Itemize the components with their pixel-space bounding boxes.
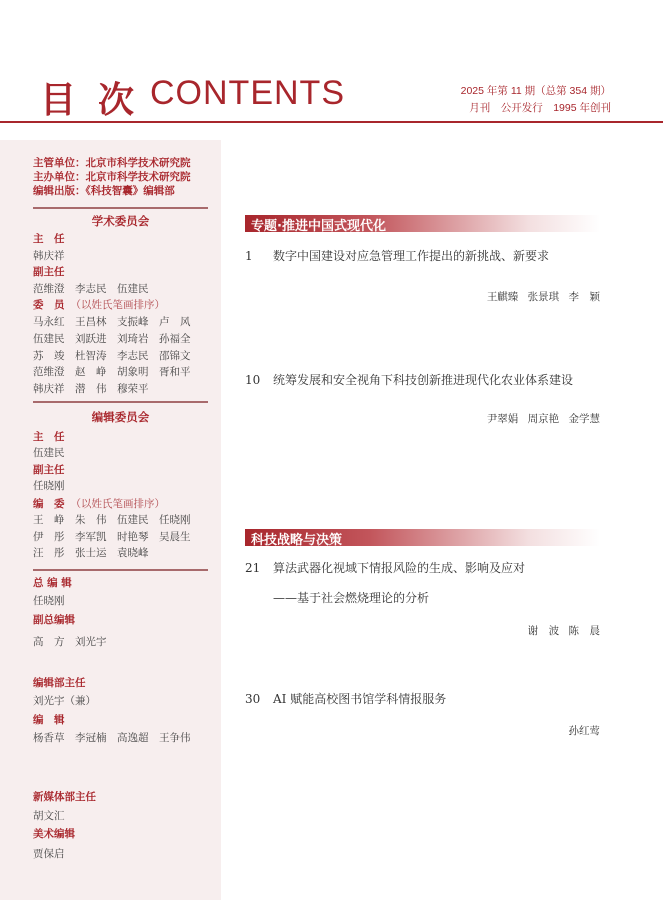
- person-name: 韩庆祥: [33, 250, 65, 262]
- member-row: [33, 350, 201, 363]
- editorial-deputy-names: [33, 480, 75, 493]
- staff-role-label: 美术编辑: [33, 828, 75, 840]
- person-name: 范维澄: [33, 366, 65, 378]
- staff-role-label: 编 辑: [33, 714, 65, 726]
- person-name: 高 方: [33, 636, 65, 648]
- editorial-director-label: 主 任: [33, 431, 65, 443]
- publisher-editor: 编辑出版：《科技智囊》编辑部: [33, 185, 175, 197]
- page-number: 1: [245, 249, 253, 263]
- staff-names: [33, 695, 96, 708]
- person-name: 潜 伟: [75, 383, 107, 395]
- person-name: 赵 峥: [75, 366, 107, 378]
- academic-director-names: [33, 250, 75, 263]
- person-name: 刘光宇（兼）: [33, 695, 96, 707]
- article-entry[interactable]: [245, 690, 446, 707]
- person-name: 袁晓峰: [117, 547, 149, 559]
- person-name: 李志民: [117, 350, 149, 362]
- person-name: 穆荣平: [117, 383, 149, 395]
- divider: [33, 569, 208, 571]
- staff-names: [33, 810, 75, 823]
- article-entry[interactable]: [245, 247, 549, 264]
- person-name: 杜智涛: [75, 350, 107, 362]
- person-name: 刘光宇: [75, 636, 107, 648]
- person-name: 吴晨生: [159, 531, 191, 543]
- academic-committee-title: 学术委员会: [91, 214, 150, 228]
- article-authors: 孙红莺: [568, 725, 600, 737]
- person-name: 贾保启: [33, 848, 65, 860]
- person-name: 邵锦文: [159, 350, 191, 362]
- person-name: 朱 伟: [75, 514, 107, 526]
- person-name: 韩庆祥: [33, 383, 65, 395]
- person-name: 伊 彤: [33, 531, 65, 543]
- article-entry[interactable]: [245, 371, 573, 388]
- academic-director-label: 主 任: [33, 233, 65, 245]
- person-name: 伍建民: [117, 283, 149, 295]
- article-entry[interactable]: [245, 559, 525, 576]
- person-name: 任晓刚: [33, 480, 65, 492]
- article-title[interactable]: AI 赋能高校图书馆学科情报服务: [273, 692, 447, 706]
- article-authors: 尹翠娟 周京艳 金学慧: [486, 413, 600, 425]
- publication-info: 月刊 公开发行 1995 年创刊: [469, 102, 611, 114]
- article-title[interactable]: 算法武器化视域下情报风险的生成、影响及应对: [273, 561, 526, 575]
- staff-names: [33, 595, 75, 608]
- person-name: 李军凯: [75, 531, 107, 543]
- person-name: 马永红: [33, 316, 65, 328]
- member-row: [33, 531, 201, 544]
- issue-number: 2025 年第 11 期（总第 354 期）: [460, 85, 611, 97]
- staff-names: [33, 848, 75, 861]
- article-authors: 谢 波 陈 晨: [527, 625, 600, 637]
- divider: [33, 401, 208, 403]
- person-name: 高逸超: [117, 732, 149, 744]
- person-name: 王争伟: [159, 732, 191, 744]
- person-name: 卢 风: [159, 316, 191, 328]
- page-number: 10: [245, 373, 261, 387]
- sort-note: （以姓氏笔画排序）: [70, 498, 165, 510]
- editorial-deputy-label: 副主任: [33, 464, 65, 476]
- person-name: 孙福全: [159, 333, 191, 345]
- staff-names: [33, 732, 201, 745]
- member-row: [33, 383, 159, 396]
- person-name: 时艳琴: [117, 531, 149, 543]
- member-row: [33, 333, 201, 346]
- person-name: 汪 彤: [33, 547, 65, 559]
- person-name: 伍建民: [117, 514, 149, 526]
- staff-role-label: 总 编 辑: [33, 577, 72, 589]
- person-name: 李冠楠: [75, 732, 107, 744]
- person-name: 范维澄: [33, 283, 65, 295]
- article-authors: 王麒臻 张景琪 李 颖: [486, 291, 600, 303]
- person-name: 王昌林: [75, 316, 107, 328]
- page-title-english: CONTENTS: [150, 74, 345, 112]
- person-name: 伍建民: [33, 447, 65, 459]
- member-row: [33, 547, 159, 560]
- members-label: 委 员: [33, 299, 65, 311]
- article-subtitle: ——基于社会燃烧理论的分析: [273, 591, 430, 605]
- person-name: 支振峰: [117, 316, 149, 328]
- article-title[interactable]: 统筹发展和安全视角下科技创新推进现代化农业体系建设: [273, 373, 574, 387]
- academic-deputy-label: 副主任: [33, 266, 65, 278]
- member-row: [33, 366, 201, 379]
- publisher-sponsor: 主办单位：北京市科学技术研究院: [33, 171, 191, 183]
- page-title-chinese: 目次: [40, 80, 157, 121]
- person-name: 胡文汇: [33, 810, 65, 822]
- person-name: 刘跃进: [75, 333, 107, 345]
- person-name: 胡象明: [117, 366, 149, 378]
- section-title: 科技战略与决策: [251, 533, 343, 548]
- person-name: 胥和平: [159, 366, 191, 378]
- person-name: 伍建民: [33, 333, 65, 345]
- person-name: 任晓刚: [159, 514, 191, 526]
- person-name: 张士运: [75, 547, 107, 559]
- staff-role-label: 新媒体部主任: [33, 791, 96, 803]
- member-row: [33, 316, 201, 329]
- person-name: 李志民: [75, 283, 107, 295]
- person-name: 杨香草: [33, 732, 65, 744]
- editorial-members-label: [33, 498, 165, 511]
- page-number: 21: [245, 561, 261, 575]
- member-row: [33, 514, 201, 527]
- staff-role-label: 副总编辑: [33, 614, 75, 626]
- page-number: 30: [245, 692, 261, 706]
- person-name: 苏 竣: [33, 350, 65, 362]
- sort-note: （以姓氏笔画排序）: [70, 299, 165, 311]
- editorial-director-names: [33, 447, 75, 460]
- section-title: 专题·推进中国式现代化: [251, 219, 386, 234]
- section-header: [245, 215, 600, 232]
- article-title[interactable]: 数字中国建设对应急管理工作提出的新挑战、新要求: [273, 249, 550, 263]
- divider: [33, 207, 208, 209]
- publisher-supervisor: 主管单位：北京市科学技术研究院: [33, 157, 191, 169]
- members-label: 编 委: [33, 498, 65, 510]
- section-header: [245, 529, 600, 546]
- person-name: 任晓刚: [33, 595, 65, 607]
- editorial-committee-title: 编辑委员会: [91, 410, 150, 424]
- person-name: 刘琦岩: [117, 333, 149, 345]
- staff-names: [33, 636, 117, 649]
- header-divider: [0, 121, 663, 123]
- academic-members-label: [33, 299, 165, 312]
- person-name: 王 峥: [33, 514, 65, 526]
- academic-deputy-names: [33, 283, 159, 296]
- staff-role-label: 编辑部主任: [33, 677, 86, 689]
